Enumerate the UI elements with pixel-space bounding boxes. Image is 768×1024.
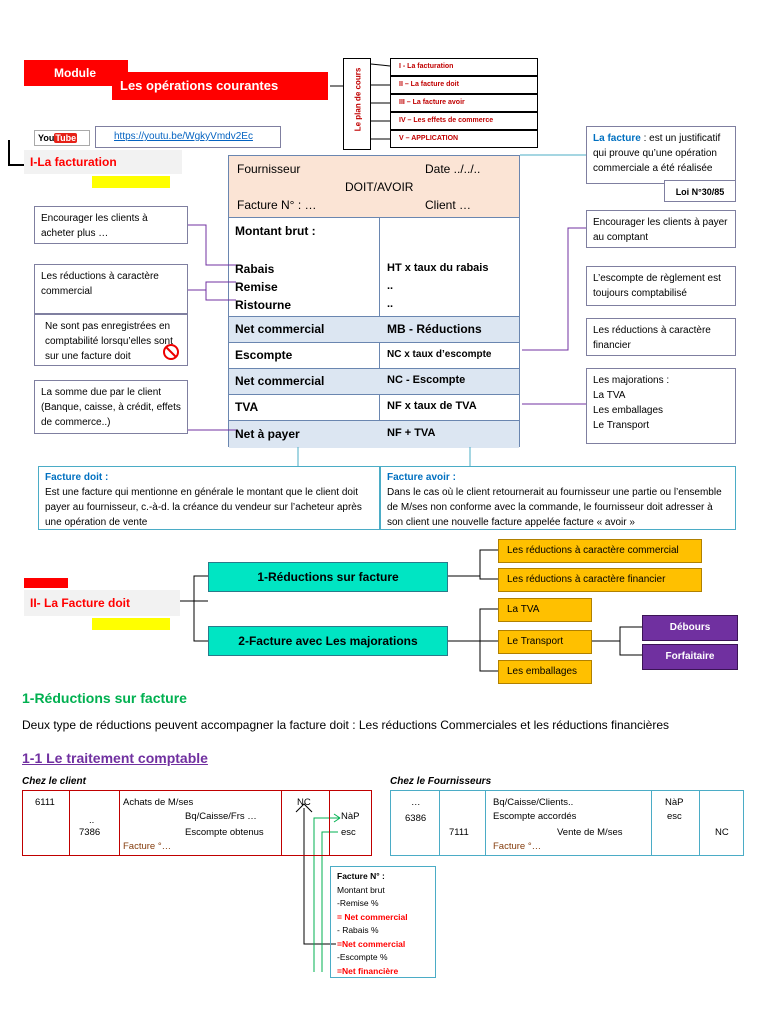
node-debours: Débours [642,615,738,641]
plan-label: Le plan de cours [353,67,363,132]
row-label: Net commercial [235,322,325,336]
jf-account-1: … [411,797,421,808]
red-strip [24,578,68,588]
jc-account-1: 6111 [35,797,55,808]
row-label: Net commercial [235,374,325,388]
row-label: Ristourne [235,298,292,312]
jf-account-3: 7111 [449,827,469,838]
col-divider [485,791,486,855]
row-value: MB - Réductions [387,322,482,336]
row-value: NF x taux de TVA [387,400,477,412]
col-divider [651,791,652,855]
col-divider [699,791,700,855]
note-escompte-comptabilise: L’escompte de règlement est toujours comptabilisé [586,266,736,306]
invoice-doit-avoir: DOIT/AVOIR [345,180,414,194]
journal-client [22,790,372,856]
jc-label-2: Bq/Caisse/Frs … [185,811,257,822]
row-label: Rabais [235,262,275,276]
invoice-facture-no: Facture N° : … [237,198,317,212]
doit-text: Est une facture qui mentionne en générale le montant que le client doit payer au fournisseur, c.-à-d. la créance du vendeur sur l’acheteur après une opération de vente [45,487,362,528]
note-encourager-acheter: Encourager les clients à acheter plus … [34,206,188,244]
note-reductions-commerciales: Les réductions à caractère commercial [34,264,188,314]
note-loi: Loi N°30/85 [664,180,736,202]
invoice-date: Date ../../.. [425,162,481,176]
note-reductions-financieres: Les réductions à caractère financier [586,318,736,356]
invoice-client: Client … [425,198,472,212]
jf-amount-3: NC [715,827,729,838]
row-label: Montant brut : [235,224,316,238]
youtube-you: You [38,133,55,143]
col-divider [329,791,330,855]
calc-box [330,866,436,978]
section1-title: I-La facturation [30,155,117,169]
plan-item-2: II – La facture doit [390,76,538,94]
jc-amount-1: NC [297,797,311,808]
plan-item-4: IV – Les effets de commerce [390,112,538,130]
jf-label-4: Facture °… [493,841,542,852]
journal-fournisseur [390,790,744,856]
module-label: Module [24,60,128,86]
plan-item-1: I - La facturation [390,58,538,76]
node-forfaitaire: Forfaitaire [642,644,738,670]
calc-title: Facture N° : [337,871,385,881]
calc-line: - Rabais % [337,925,379,935]
row-label: Remise [235,280,278,294]
jc-label-1: Achats de M/ses [123,797,194,808]
heading-traitement: 1-1 Le traitement comptable [22,750,208,766]
doit-title: Facture doit : [45,472,109,483]
note-non-enregistrees-text: Ne sont pas enregistrées en comptabilité lorsqu’elles sont sur une facture doit [45,321,173,362]
note-somme-due: La somme due par le client (Banque, caisse, à crédit, effets de commerce..) [34,380,188,434]
definition-facture-doit [38,466,380,530]
row-label: Escompte [235,348,293,362]
row-value: NC x taux d’escompte [387,349,492,360]
title-client: Chez le client [22,776,86,787]
node-transport: Le Transport [498,630,592,654]
jc-account-2: .. [89,815,95,826]
facture-def-title: La facture [593,133,641,144]
majoration-item: Les emballages [593,405,664,416]
jc-amount-2: NàP [341,811,360,822]
majorations-title: Les majorations : [593,375,670,386]
section2-title-box [24,590,180,616]
title-fournisseur: Chez le Fournisseurs [390,776,492,787]
jc-label-3: Escompte obtenus [185,827,264,838]
paragraph-types: Deux type de réductions peuvent accompagner la facture doit : Les réductions Commerciales et les réductions financières [22,718,670,732]
plan-item-5: V – APPLICATION [390,130,538,148]
row-value: .. [387,298,394,310]
jf-label-3: Vente de M/ses [557,827,623,838]
row-value: HT x taux du rabais [387,262,489,274]
definition-facture-avoir [380,466,736,530]
calc-line: =Net commercial [337,938,406,949]
calc-line: =Net financière [337,965,399,976]
row-value: .. [387,280,394,292]
avoir-text: Dans le cas où le client retournerait au fournisseur une partie ou l’ensemble de M/ses non conforme avec la commande, le fournisseur doit adresser à son client une nouvelle facture appelée facture « avoir » [387,487,722,528]
jf-amount-1: NàP [665,797,684,808]
col-divider [439,791,440,855]
node-emballages: Les emballages [498,660,592,684]
calc-line: -Remise % [337,898,379,908]
note-encourager-payer: Encourager les clients à payer au comptant [586,210,736,248]
calc-line: -Escompte % [337,952,388,962]
plan-item-3: III – La facture avoir [390,94,538,112]
majoration-item: Le Transport [593,420,650,431]
jc-account-3: 7386 [79,827,101,838]
facture-def-text: : est un justificatif qui prouve qu’une opération commerciale a été réalisée [593,133,721,174]
node-tva: La TVA [498,598,592,622]
calc-line: = Net commercial [337,911,408,922]
node-reductions: 1-Réductions sur facture [208,562,448,592]
node-red-commercial: Les réductions à caractère commercial [498,539,702,563]
majoration-item: La TVA [593,390,626,401]
row-label: TVA [235,400,259,414]
col-divider [281,791,282,855]
row-value: NF + TVA [387,427,436,439]
row-value: NC - Escompte [387,374,466,386]
col-divider [119,791,120,855]
jf-label-2: Escompte accordés [493,811,577,822]
yellow-highlight-2 [92,618,170,630]
section2-title: II- La Facture doit [30,596,131,610]
youtube-tube: Tube [55,133,77,143]
col-divider [69,791,70,855]
row-label: Net à payer [235,427,300,441]
calc-line: Montant brut [337,884,385,895]
avoir-title: Facture avoir : [387,472,456,483]
jf-label-1: Bq/Caisse/Clients.. [493,797,574,808]
node-red-financier: Les réductions à caractère financier [498,568,702,592]
invoice-fournisseur: Fournisseur [237,162,301,176]
jc-amount-3: esc [341,827,356,838]
video-link[interactable]: https://youtu.be/WgkyVmdv2Ec [114,131,253,142]
jc-label-4: Facture °… [123,841,172,852]
jf-amount-2: esc [667,811,682,822]
node-majorations: 2-Facture avec Les majorations [208,626,448,656]
heading-reductions: 1-Réductions sur facture [22,690,187,706]
jf-account-2: 6386 [405,813,427,824]
module-title: Les opérations courantes [112,72,328,100]
